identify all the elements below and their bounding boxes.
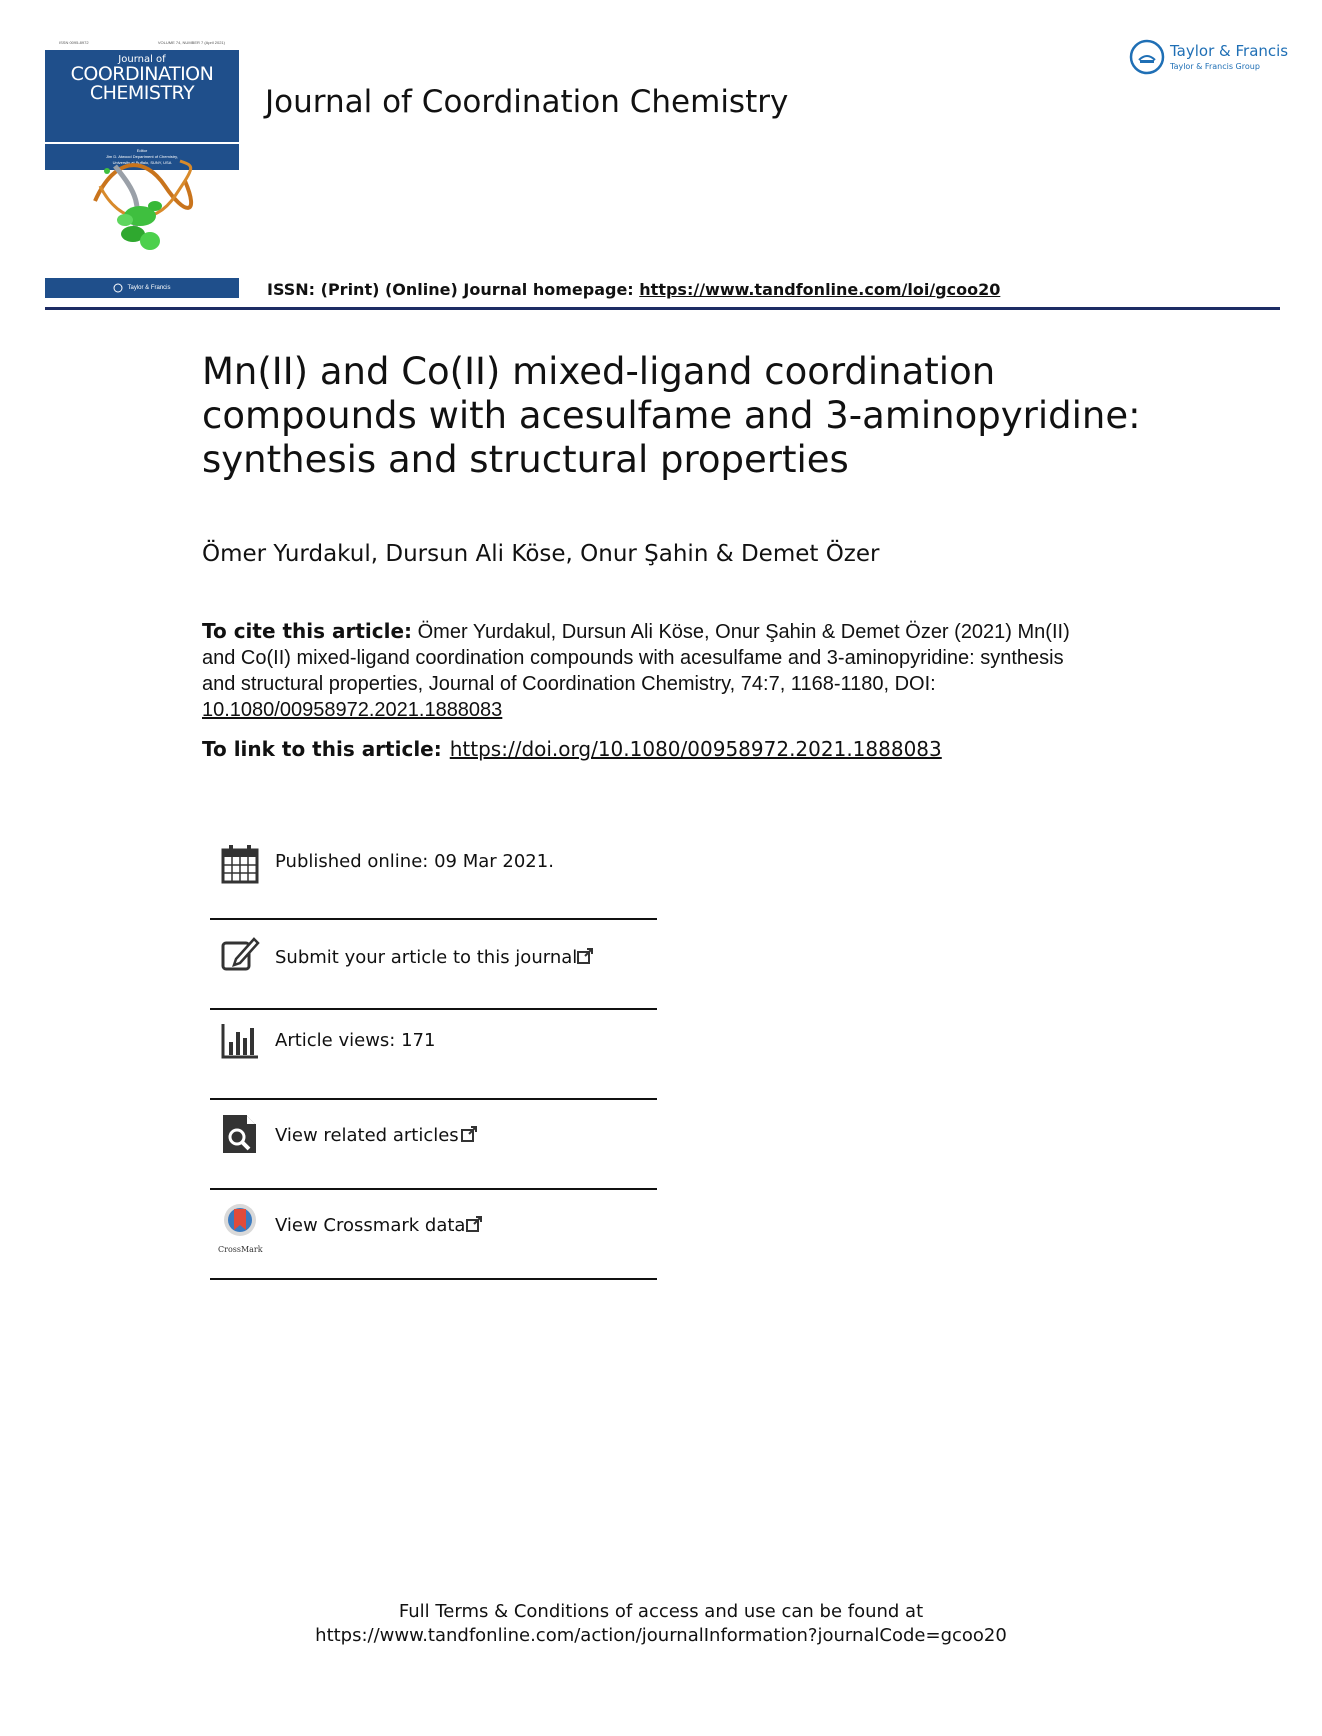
footer-terms-text: Full Terms & Conditions of access and use can be found at [398,1601,924,1622]
cite-label: To cite this article: [202,619,413,643]
submit-article-link[interactable]: Submit your article to this journal [275,947,578,968]
cover-title-line1: COORDINATION [70,63,214,85]
article-views-text: Article views: 171 [275,1030,436,1051]
cover-title-line2: CHEMISTRY [89,82,195,104]
external-link-icon [460,1125,478,1143]
article-link-line [202,737,942,761]
cover-issn: ISSN 0095-8972 [59,40,89,45]
footer [0,1600,1322,1648]
cite-text: Ömer Yurdakul, Dursun Ali Köse, Onur Şahin & Demet Özer (2021) Mn(II) and Co(II) mixed-ligand coordination compounds with acesulfame and 3-aminopyridine: synthesis and structural properties, Journal of Coordination Chemistry, 74:7, 1168-1180, DOI: [202,621,1070,695]
article-views-row [210,1012,657,1100]
crossmark-row[interactable] [210,1195,657,1283]
external-link-icon [465,1215,483,1233]
article-title: Mn(II) and Co(II) mixed-ligand coordination compounds with acesulfame and 3-aminopyridine: synthesis and structural properties [202,350,1141,481]
issn-text: ISSN: (Print) (Online) Journal homepage: [267,280,640,299]
cover-meta [45,38,239,48]
cover-editor-line1: Editor [136,148,148,153]
journal-title: Journal of Coordination Chemistry [265,84,789,120]
external-link-icon [576,947,594,965]
link-label: To link to this article: [202,737,442,761]
bar-chart-icon [220,1020,260,1062]
cover-editor-line2: Jim D. Atwood Department of Chemistry, [106,154,178,159]
cover-publisher: Taylor & Francis [127,285,171,291]
divider [210,1098,657,1100]
article-authors: Ömer Yurdakul, Dursun Ali Köse, Onur Şahin & Demet Özer [202,541,880,567]
calendar-icon [220,843,260,885]
divider [210,918,657,920]
cover-publisher-band [45,278,239,298]
published-online-text: Published online: 09 Mar 2021. [275,851,554,872]
divider [210,1278,657,1280]
doi-link[interactable]: 10.1080/00958972.2021.1888083 [202,699,503,721]
crossmark-icon [220,1203,260,1245]
journal-homepage-link[interactable]: https://www.tandfonline.com/loi/gcoo20 [639,280,1001,299]
related-articles-row[interactable] [210,1105,657,1193]
footer-terms-url[interactable]: https://www.tandfonline.com/action/journalInformation?journalCode=gcoo20 [315,1625,1007,1646]
edit-icon [220,933,260,975]
issn-line [267,280,1000,299]
crossmark-link[interactable]: View Crossmark data [275,1215,466,1236]
citation-block [202,618,1102,723]
submit-article-row[interactable] [210,925,657,1013]
tf-mini-logo-icon [113,283,123,293]
cover-volume: VOLUME 74, NUMBER 7 (April 2021) [157,40,225,45]
article-url-link[interactable]: https://doi.org/10.1080/00958972.2021.1888083 [449,737,942,761]
published-online-row [210,835,657,923]
divider [210,1008,657,1010]
cover-title-band [45,50,239,142]
header-divider [45,307,1280,310]
publisher-group: Taylor & Francis Group [1170,62,1260,71]
cover-molecule-image [85,146,205,258]
divider [210,1188,657,1190]
cover-editor-line3: University at Buffalo, SUNY, USA [112,160,172,165]
search-document-icon [220,1113,260,1155]
crossmark-logo-text: CrossMark [218,1245,263,1254]
taylor-francis-logo-icon [1128,38,1166,76]
publisher-name: Taylor & Francis [1170,42,1289,60]
related-articles-link[interactable]: View related articles [275,1125,459,1146]
journal-cover [45,38,239,298]
cover-journal-of: Journal of [118,54,166,65]
